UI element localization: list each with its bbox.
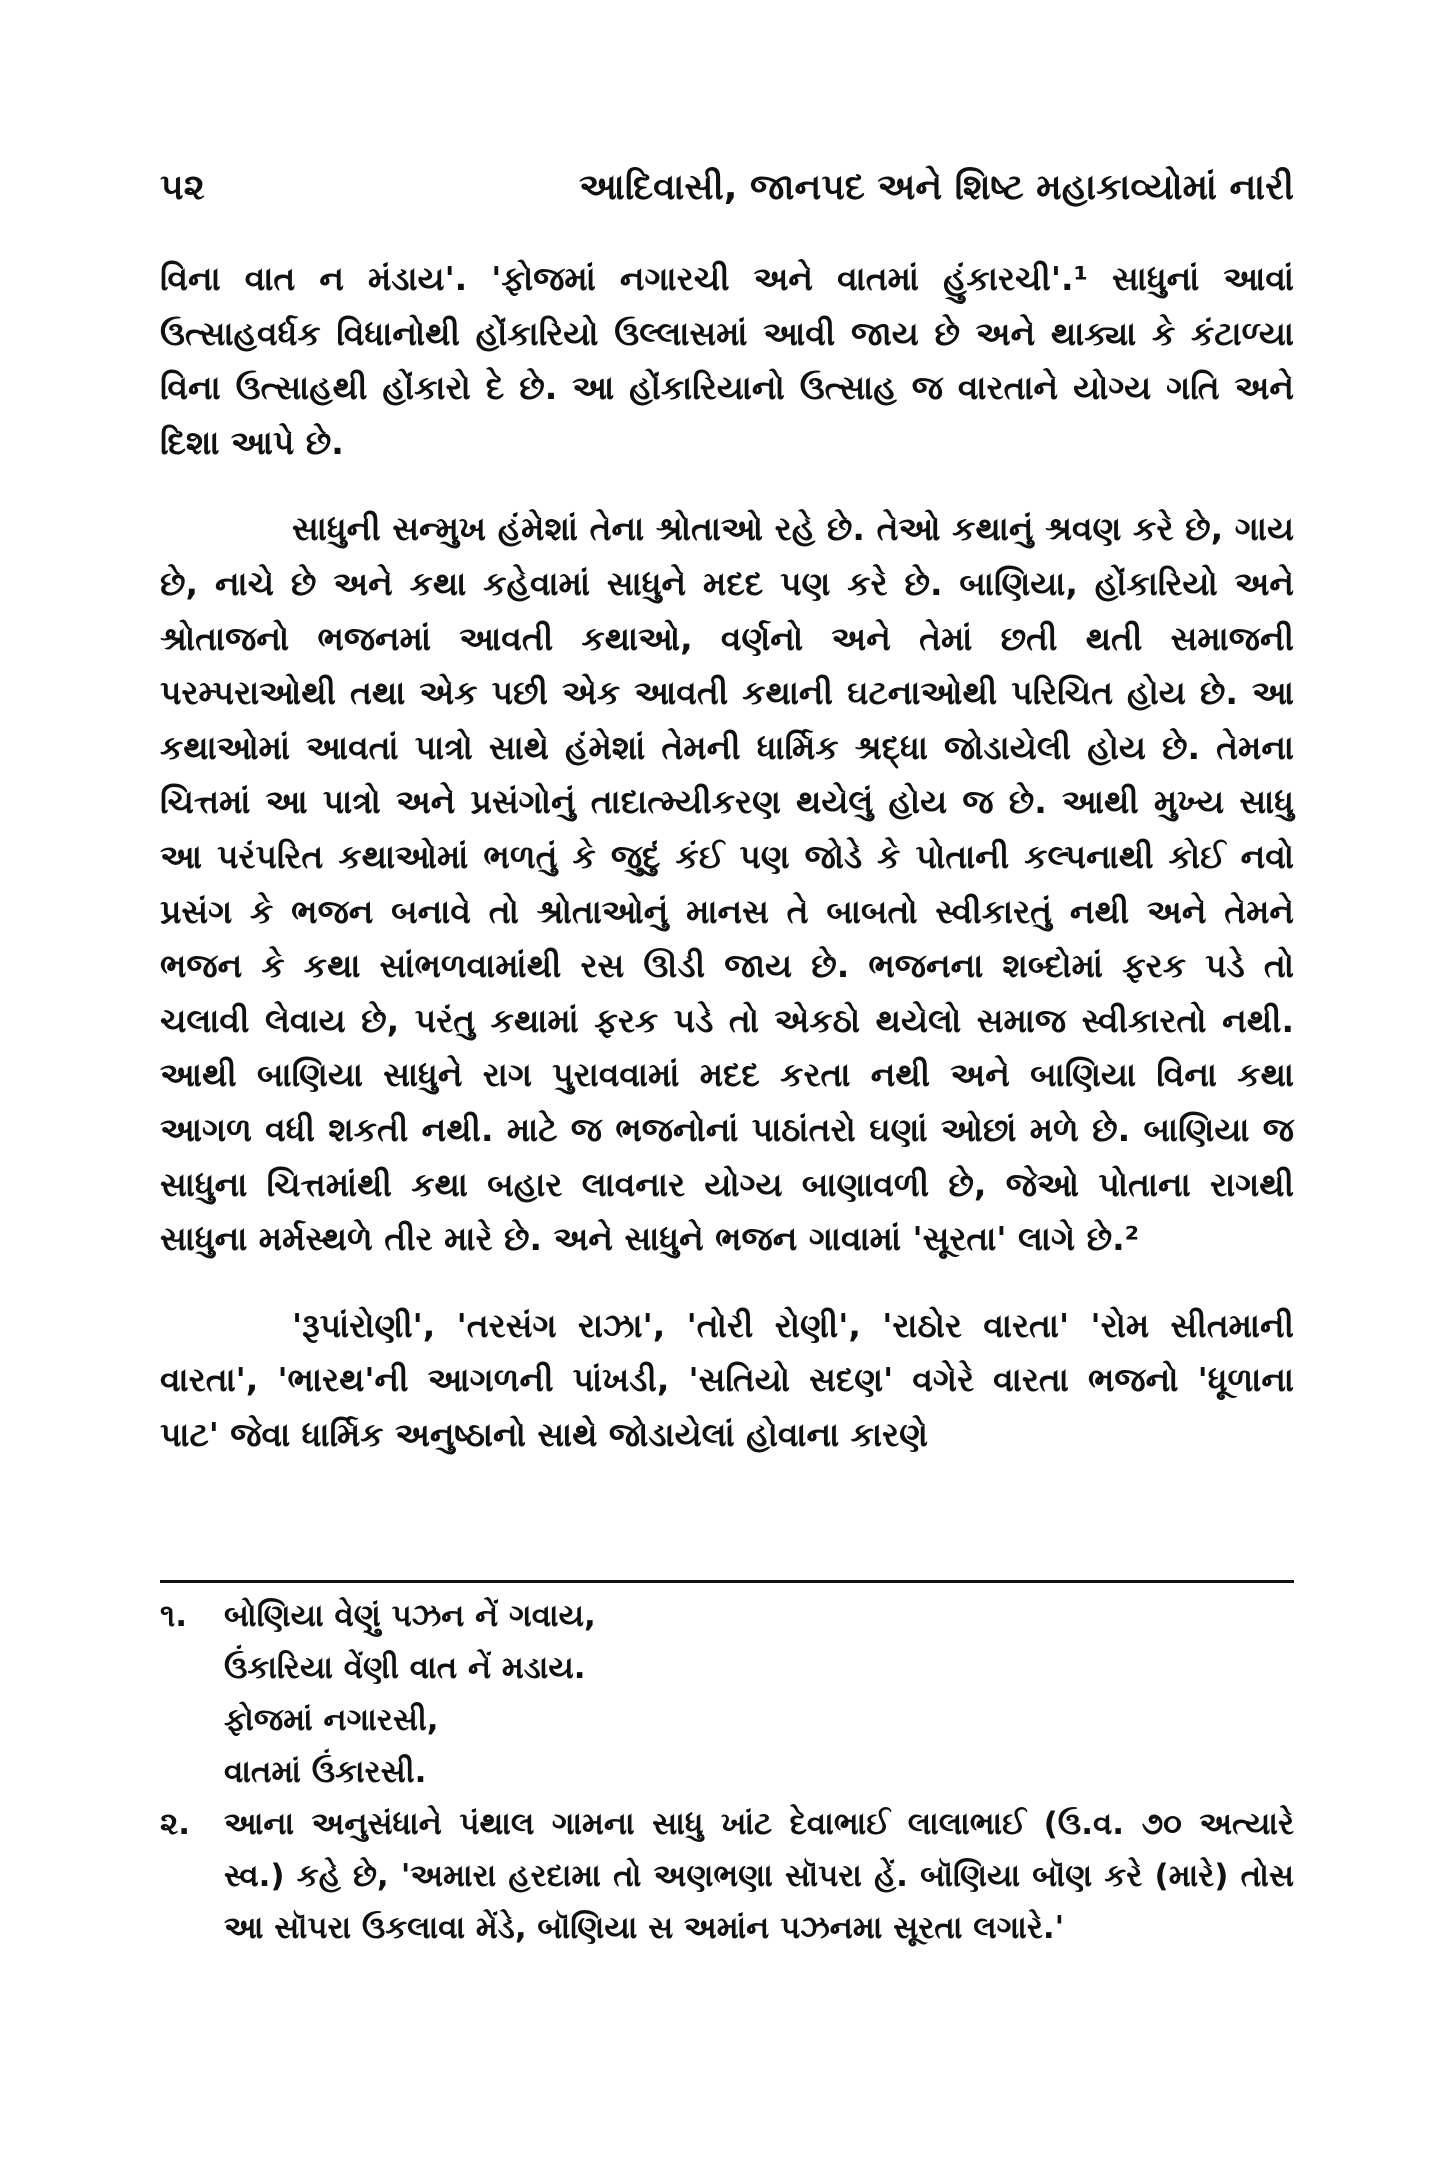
- footnote-2: [160, 1798, 1294, 1954]
- footnote-1: [160, 1590, 1294, 1798]
- footnote-divider: [160, 1580, 1294, 1583]
- footnote-number: ૧.: [160, 1598, 187, 1634]
- footnote-verse-line: વાતમાં ઉંકારસી.: [224, 1754, 427, 1790]
- page-header: [160, 158, 1294, 218]
- page-number: ૫૨: [160, 167, 205, 208]
- body-text: [160, 252, 1294, 1462]
- paragraph-continuation: વિના વાત ન મંડાય'. 'ફોજમાં નગારચી અને વાતમાં હુંકારચી'.¹ સાધુનાં આવાં ઉત્સાહવર્ધક વિધાનોથી હોંકારિયો ઉલ્લાસમાં આવી જાય છે અને થાક્યા કે કંટાળ્યા વિના ઉત્સાહથી હોંકારો દે છે. આ હોંકારિયાનો ઉત્સાહ જ વારતાને યોગ્ય ગતિ અને દિશા આપે છે.: [160, 259, 1294, 462]
- footnote-verse-line: ફોજમાં નગારસી,: [224, 1702, 439, 1738]
- footnote-text: આના અનુસંધાને પંથાલ ગામના સાધુ ખાંટ દેવાભાઈ લાલાભાઈ (ઉ.વ. ૭૦ અત્યારે સ્વ.) કહે છે, 'અમારા હરદામા તો અણભણા સૉપરા હેં. બૉણિયા બૉણ કરે (મારે) તોસ આ સૉપરા ઉકલાવા મેંડે, બૉણિયા સ અમાંન પઝનમા સૂરતા લગારે.': [224, 1806, 1294, 1946]
- footnote-verse-line: ઉંકારિયા વેંણી વાત નેં મડાય.: [224, 1650, 586, 1686]
- footnotes: [160, 1590, 1294, 1954]
- paragraph: સાધુની સન્મુખ હંમેશાં તેના શ્રોતાઓ રહે છે. તેઓ કથાનું શ્રવણ કરે છે, ગાય છે, નાચે છે અને કથા કહેવામાં સાધુને મદદ પણ કરે છે. બાણિયા, હોંકારિયો અને શ્રોતાજનો ભજનમાં આવતી કથાઓ, વર્ણનો અને તેમાં છતી થતી સમાજની પરમ્પરાઓથી તથા એક પછી એક આવતી કથાની ઘટનાઓથી પરિચિત હોય છે. આ કથાઓમાં આવતાં પાત્રો સાથે હંમેશાં તેમની ધાર્મિક શ્રદ્ધા જોડાયેલી હોય છે. તેમના ચિત્તમાં આ પાત્રો અને પ્રસંગોનું તાદાત્મ્યીકરણ થયેલું હોય જ છે. આથી મુખ્ય સાધુ આ પરંપરિત કથાઓમાં ભળતું કે જુદું કંઈ પણ જોડે કે પોતાની કલ્પનાથી કોઈ નવો પ્રસંગ કે ભજન બનાવે તો શ્રોતાઓનું માનસ તે બાબતો સ્વીકારતું નથી અને તેમને ભજન કે કથા સાંભળવામાંથી રસ ઊડી જાય છે. ભજનના શબ્દોમાં ફરક પડે તો ચલાવી લેવાય છે, પરંતુ કથામાં ફરક પડે તો એકઠો થયેલો સમાજ સ્વીકારતો નથી. આથી બાણિયા સાધુને રાગ પુરાવવામાં મદદ કરતા નથી અને બાણિયા વિના કથા આગળ વધી શકતી નથી. માટે જ ભજનોનાં પાઠાંતરો ઘણાં ઓછાં મળે છે. બાણિયા જ સાધુના ચિત્તમાંથી કથા બહાર લાવનાર યોગ્ય બાણાવળી છે, જેઓ પોતાના રાગથી સાધુના મર્મસ્થળે તીર મારે છે. અને સાધુને ભજન ગાવામાં 'સૂરતા' લાગે છે.²: [160, 509, 1294, 1259]
- paragraph: 'રૂપાંરોણી', 'તરસંગ રાઝા', 'તોરી રોણી', 'રાઠોર વારતા' 'રોમ સીતમાની વારતા', 'ભારથ'ની આગળની પાંખડી, 'સતિયો સદણ' વગેરે વારતા ભજનો 'ધૂળાના પાટ' જેવા ધાર્મિક અનુષ્ઠાનો સાથે જોડાયેલાં હોવાના કારણે: [160, 1305, 1294, 1454]
- running-title: આદિવાસી, જાનપદ અને શિષ્ટ મહાકાવ્યોમાં નારી: [579, 167, 1294, 208]
- footnote-verse-line: બોણિયા વેણું પઝન નેં ગવાય,: [224, 1598, 596, 1634]
- footnote-number: ૨.: [160, 1806, 190, 1842]
